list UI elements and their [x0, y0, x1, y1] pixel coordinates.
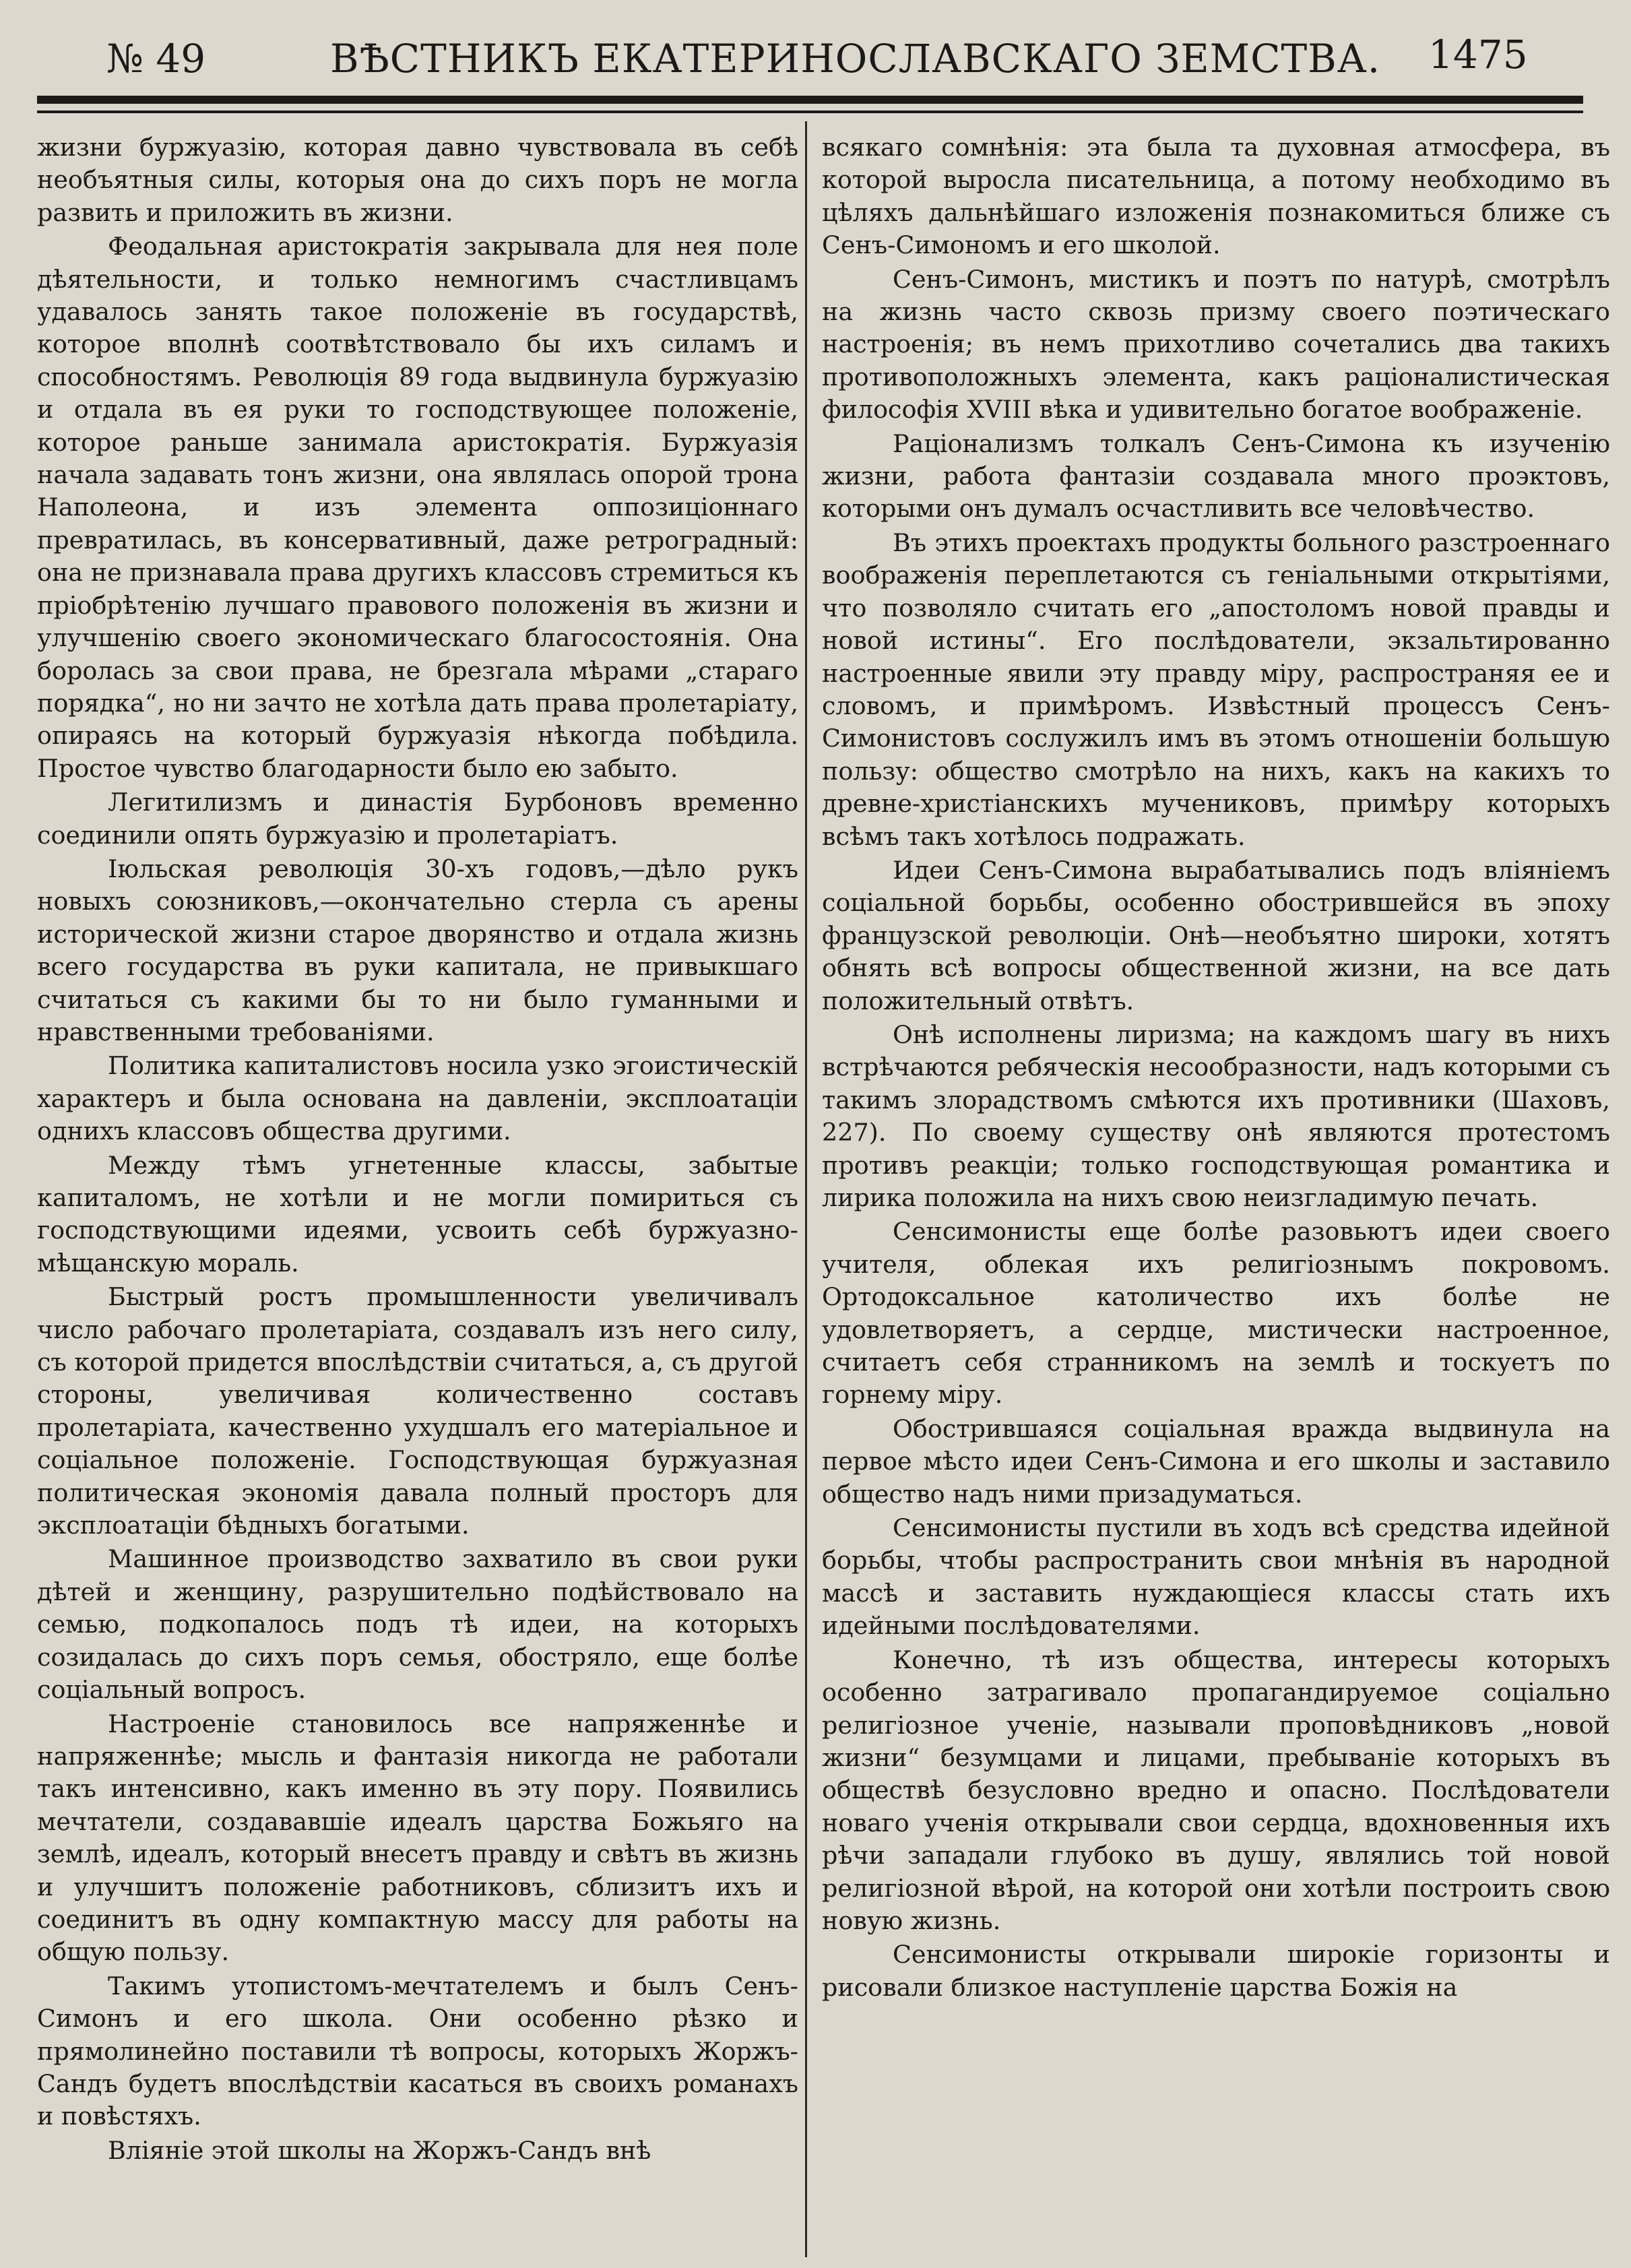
paragraph: Феодальная аристократія закрывала для нея поле дѣятельности, и только немногимъ счастливцамъ удавалось занять такое положеніе въ государствѣ, которое вполнѣ соотвѣтствовало бы ихъ силамъ и способностямъ. Революція 89 года выдвинула буржуазію и отдала въ ея руки то господствующее положеніе, которое раньше занимала аристократія. Буржуазія начала задавать тонъ жизни, она являлась опорой трона Наполеона, и изъ элемента оппозиціоннаго превратилась, въ консервативный, даже ретроградный: она не признавала права другихъ классовъ стремиться къ пріобрѣтенію лучшаго правового положенія въ жизни и улучшенію своего экономическаго благосостоянія. Она боролась за свои права, не брезгала мѣрами „стараго порядка“, но ни зачто не хотѣла дать права пролетаріату, опираясь на который буржуазія нѣкогда побѣдила. Простое чувство благодарности было ею забыто.	[37, 232, 798, 783]
journal-title: ВѢСТНИКЪ ЕКАТЕРИНОСЛАВСКАГО ЗЕМСТВА.	[330, 36, 1381, 82]
page-number: 1475	[1428, 32, 1528, 77]
paragraph: всякаго сомнѣнія: эта была та духовная атмосфера, въ которой выросла писательница, а потому необходимо въ цѣляхъ дальнѣйшаго изложенія познакомиться ближе съ Сенъ-Симономъ и его школой.	[822, 133, 1610, 260]
paragraph: Политика капиталистовъ носила узко эгоистическій характеръ и была основана на давленіи, эксплоатаціи однихъ классовъ общества другими.	[37, 1051, 798, 1146]
paragraph: Обострившаяся соціальная вражда выдвинула на первое мѣсто идеи Сенъ-Симона и его школы и заставило общество надъ ними призадуматься.	[822, 1414, 1610, 1509]
paragraph: Идеи Сенъ-Симона вырабатывались подъ вліяніемъ соціальной борьбы, особенно обострившейся въ эпоху французской революціи. Онѣ—необъятно широки, хотятъ обнять всѣ вопросы общественной жизни, на все дать положительный отвѣтъ.	[822, 855, 1610, 1015]
issue-number: № 49	[106, 36, 206, 82]
paragraph: Такимъ утопистомъ-мечтателемъ и былъ Сенъ-Симонъ и его школа. Они особенно рѣзко и прямолинейно поставили тѣ вопросы, которыхъ Жоржъ-Сандъ будетъ впослѣдствіи касаться въ своихъ романахъ и повѣстяхъ.	[37, 1971, 798, 2131]
column-divider	[805, 121, 807, 2257]
header-rule-thick	[37, 96, 1583, 104]
left-column	[37, 131, 798, 2168]
paragraph: Машинное производство захватило въ свои руки дѣтей и женщину, разрушительно подѣйствовало на семью, подкопалось подъ тѣ идеи, на которыхъ созидалась до сихъ поръ семья, обостряло, еще болѣе соціальный вопросъ.	[37, 1544, 798, 1705]
header-rule-thin	[37, 111, 1583, 113]
page-header	[34, 20, 1591, 94]
paragraph: Сенсимонисты пустили въ ходъ всѣ средства идейной борьбы, чтобы распространить свои мнѣнія въ народной массѣ и заставить нуждающіеся классы стать ихъ идейными послѣдователями.	[822, 1513, 1610, 1641]
paragraph: Вліяніе этой школы на Жоржъ-Сандъ внѣ	[108, 2135, 651, 2165]
paragraph: Легитилизмъ и династія Бурбоновъ временно соединили опять буржуазію и пролетаріатъ.	[37, 788, 798, 850]
right-column	[822, 131, 1610, 2005]
paragraph: Сенсимонисты еще болѣе разовьютъ идеи своего учителя, облекая ихъ религіознымъ покровомъ. Ортодоксальное католичество ихъ болѣе не удовлетворяетъ, а сердце, мистически настроенное, считаетъ себя странникомъ на землѣ и тоскуетъ по горнему міру.	[822, 1217, 1610, 1410]
paragraph: Конечно, тѣ изъ общества, интересы которыхъ особенно затрагивало пропагандируемое соціально религіозное ученіе, называли проповѣдниковъ „новой жизни“ безумцами и лицами, пребываніе которыхъ въ обществѣ безусловно вредно и опасно. Послѣдователи новаго ученія открывали свои сердца, вдохновенныя ихъ рѣчи западали глубоко въ душу, являлись той новой религіозной вѣрой, на которой они хотѣли построить свою новую жизнь.	[822, 1645, 1610, 1935]
paragraph: Въ этихъ проектахъ продукты больного разстроеннаго воображенія переплетаются съ геніальными открытіями, что позволяло считать его „апостоломъ новой правды и новой истины“. Его послѣдователи, экзальтированно настроенные явили эту правду міру, распространяя ее и словомъ, и примѣромъ. Извѣстный процессъ Сенъ-Симонистовъ сослужилъ имъ въ этомъ отношеніи большую пользу: общество смотрѣло на нихъ, какъ на какихъ то древне-христіанскихъ мучениковъ, примѣру которыхъ всѣмъ такъ хотѣлось подражать.	[822, 528, 1610, 851]
paragraph: Сенъ-Симонъ, мистикъ и поэтъ по натурѣ, смотрѣлъ на жизнь часто сквозь призму своего поэтическаго настроенія; въ немъ прихотливо сочетались два такихъ противоположныхъ элемента, какъ раціоналистическая философія XVIII вѣка и удивительно богатое воображеніе.	[822, 264, 1610, 424]
paragraph: Онѣ исполнены лиризма; на каждомъ шагу въ нихъ встрѣчаются ребяческія несообразности, надъ которыми съ такимъ злорадствомъ смѣются ихъ противники (Шаховъ, 227). По своему существу онѣ являются протестомъ противъ реакціи; только господствующая романтика и лирика положила на нихъ свою неизгладимую печать.	[822, 1019, 1610, 1212]
paragraph: жизни буржуазію, которая давно чувствовала въ себѣ необъятныя силы, которыя она до сихъ поръ не могла развить и приложить въ жизни.	[37, 133, 798, 227]
paragraph: Настроеніе становилось все напряженнѣе и напряженнѣе; мысль и фантазія никогда не работали такъ интенсивно, какъ именно въ эту пору. Появились мечтатели, создававшіе идеалъ царства Божьяго на землѣ, идеалъ, который внесетъ правду и свѣтъ въ жизнь и улучшитъ положеніе работниковъ, сблизитъ ихъ и соединитъ въ одну компактную массу для работы на общую пользу.	[37, 1709, 798, 1967]
paragraph: Между тѣмъ угнетенные классы, забытые капиталомъ, не хотѣли и не могли помириться съ господствующими идеями, усвоить себѣ буржуазно-мѣщанскую мораль.	[37, 1150, 798, 1278]
paragraph: Раціонализмъ толкалъ Сенъ-Симона къ изученію жизни, работа фантазіи создавала много проэктовъ, которыми онъ думалъ осчастливить все человѣчество.	[822, 429, 1610, 524]
paragraph: Сенсимонисты открывали широкіе горизонты и рисовали близкое наступленіе царства Божія на	[822, 1940, 1610, 2002]
paragraph: Іюльская революція 30-хъ годовъ,—дѣло рукъ новыхъ союзниковъ,—окончательно стерла съ арены исторической жизни старое дворянство и отдала жизнь всего государства въ руки капитала, не привыкшаго считаться съ какими бы то ни было гуманными и нравственными требованіями.	[37, 854, 798, 1046]
paragraph: Быстрый ростъ промышленности увеличивалъ число рабочаго пролетаріата, создавалъ изъ него силу, съ которой придется впослѣдствіи считаться, а, съ другой стороны, увеличивая количественно составъ пролетаріата, качественно ухудшалъ его матеріальное и соціальное положеніе. Господствующая буржуазная политическая экономія давала полный просторъ для эксплоатаціи бѣдныхъ богатыми.	[37, 1282, 798, 1540]
